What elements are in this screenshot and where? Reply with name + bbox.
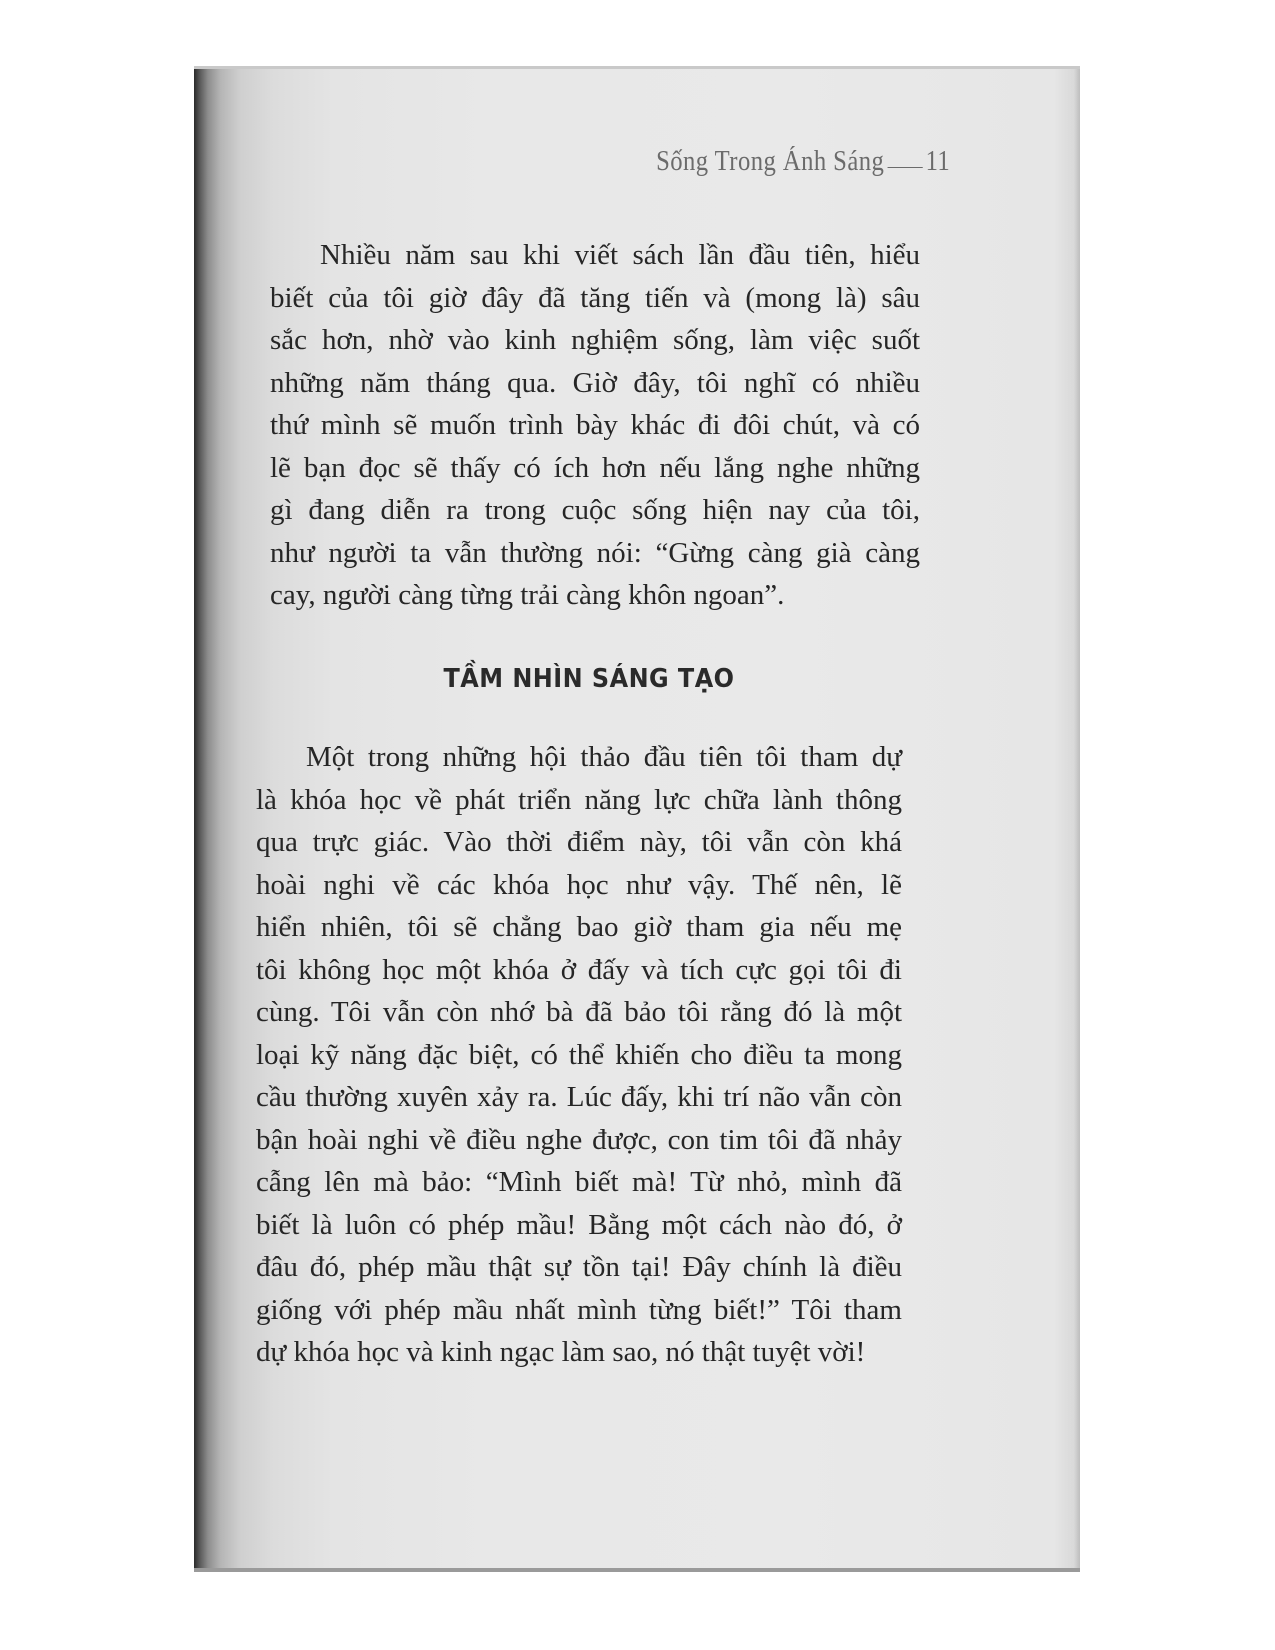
page-top-edge <box>194 66 1080 69</box>
running-head-title: Sống Trong Ánh Sáng <box>655 146 885 177</box>
paragraph-line: thứ mình sẽ muốn trình bày khác đi đôi chút, và có <box>270 409 920 441</box>
paragraph-line: qua trực giác. Vào thời điểm này, tôi vẫn còn khá <box>256 826 902 858</box>
paragraph-line: Nhiều năm sau khi viết sách lần đầu tiên, hiểu <box>320 239 920 271</box>
paragraph-1 <box>270 234 920 617</box>
paragraph-line: dự khóa học và kinh ngạc làm sao, nó thật tuyệt vời! <box>256 1336 866 1368</box>
book-page <box>194 66 1080 1572</box>
paragraph-line: cầu thường xuyên xảy ra. Lúc đấy, khi trí não vẫn còn <box>256 1081 902 1113</box>
paragraph-line: cẫng lên mà bảo: “Mình biết mà! Từ nhỏ, mình đã <box>256 1166 902 1198</box>
paragraph-line: lẽ bạn đọc sẽ thấy có ích hơn nếu lắng nghe những <box>270 451 920 484</box>
paragraph-line: Một trong những hội thảo đầu tiên tôi tham dự <box>306 741 902 773</box>
page-number: 11 <box>925 146 950 177</box>
paragraph-line: những năm tháng qua. Giờ đây, tôi nghĩ có nhiều <box>270 366 920 399</box>
paragraph-line: bận hoài nghi về điều nghe được, con tim tôi đã nhảy <box>256 1123 902 1156</box>
paragraph-line: gì đang diễn ra trong cuộc sống hiện nay của tôi, <box>270 494 920 526</box>
paragraph-line: như người ta vẫn thường nói: “Gừng càng già càng <box>270 536 920 569</box>
paragraph-line: tôi không học một khóa ở đấy và tích cực gọi tôi đi <box>256 953 902 986</box>
running-head <box>656 146 950 178</box>
page-bottom-edge <box>194 1568 1080 1572</box>
paragraph-line: hoài nghi về các khóa học như vậy. Thế nên, lẽ <box>256 868 902 901</box>
paragraph-line: biết là luôn có phép mầu! Bằng một cách nào đó, ở <box>256 1208 902 1241</box>
paragraph-2 <box>256 736 902 1374</box>
paragraph-line: cay, người càng từng trải càng khôn ngoan”. <box>270 579 785 611</box>
paragraph-line: là khóa học về phát triển năng lực chữa lành thông <box>256 783 902 816</box>
paragraph-line: loại kỹ năng đặc biệt, có thể khiến cho điều ta mong <box>256 1038 902 1071</box>
paragraph-line: biết của tôi giờ đây đã tăng tiến và (mong là) sâu <box>270 281 920 314</box>
paragraph-line: hiển nhiên, tôi sẽ chẳng bao giờ tham gia nếu mẹ <box>256 911 902 943</box>
paragraph-line: đâu đó, phép mầu thật sự tồn tại! Đây chính là điều <box>256 1251 902 1283</box>
paragraph-line: sắc hơn, nhờ vào kinh nghiệm sống, làm việc suốt <box>270 324 920 356</box>
section-heading: TẦM NHÌN SÁNG TẠO <box>443 664 735 694</box>
paragraph-line: cùng. Tôi vẫn còn nhớ bà đã bảo tôi rằng đó là một <box>256 996 902 1028</box>
running-head-rule <box>888 167 923 168</box>
paragraph-line: giống với phép mầu nhất mình từng biết!” Tôi tham <box>256 1293 902 1326</box>
